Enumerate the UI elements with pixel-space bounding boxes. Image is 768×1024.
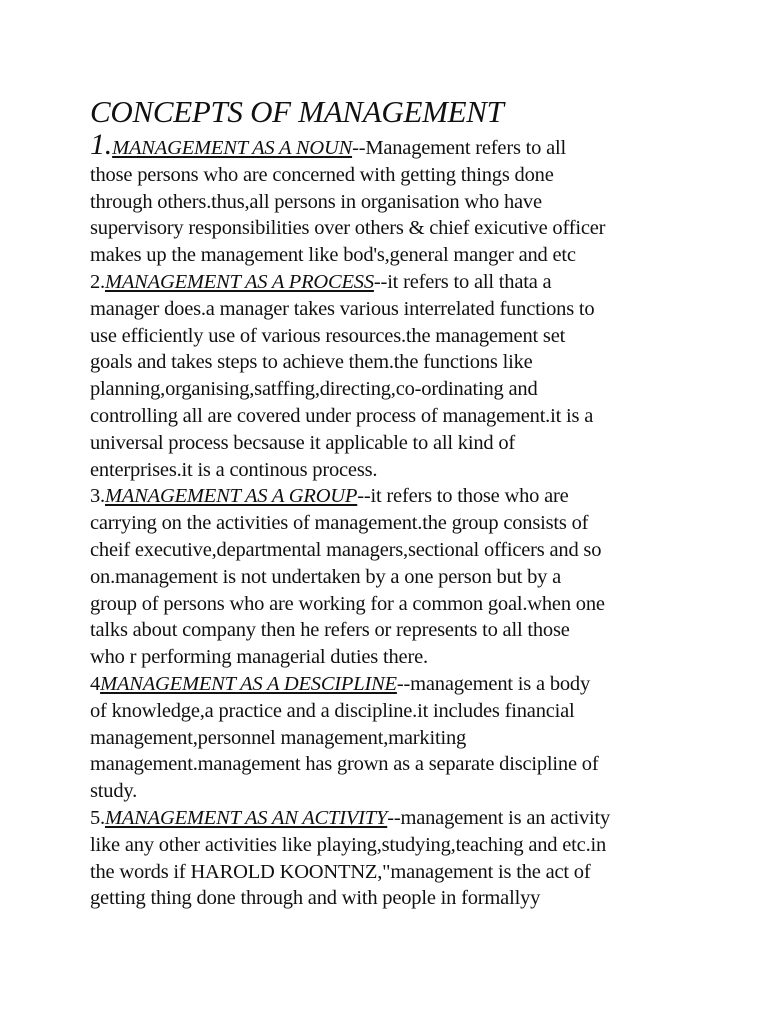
paragraph-line: makes up the management like bod's,general manger and etc <box>90 244 576 267</box>
section-heading: MANAGEMENT AS A GROUP <box>104 485 358 508</box>
section-dash: -- <box>387 806 401 829</box>
document-page <box>90 92 690 912</box>
section-number: 4 <box>90 672 101 695</box>
paragraph-line: use efficiently use of various resources.the management set <box>90 324 566 347</box>
section-number: 3. <box>90 485 105 508</box>
paragraph-line: management.management has grown as a separate discipline of <box>90 753 599 776</box>
paragraph-line: group of persons who are working for a common goal.when one <box>90 592 605 615</box>
paragraph-line: controlling all are covered under process of management.it is a <box>90 404 594 427</box>
section-management-as-discipline <box>90 671 690 805</box>
page-title: CONCEPTS OF MANAGEMENT <box>90 94 504 129</box>
paragraph-line: through others.thus,all persons in organisation who have <box>90 190 542 213</box>
section-first-line <box>90 269 690 296</box>
section-number: 1. <box>90 128 113 161</box>
paragraph-line: management is an activity <box>400 806 611 829</box>
section-management-as-group <box>90 483 690 671</box>
paragraph-line: goals and takes steps to achieve them.the functions like <box>90 351 533 374</box>
paragraph-line: manager does.a manager takes various interrelated functions to <box>90 297 595 320</box>
paragraph-line: like any other activities like playing,studying,teaching and etc.in <box>90 833 607 856</box>
paragraph-line: it refers to all thata a <box>387 270 552 293</box>
section-first-line <box>90 483 690 510</box>
section-dash: -- <box>373 270 388 293</box>
paragraph-line: on.management is not undertaken by a one person but by a <box>90 565 561 588</box>
section-first-line <box>90 128 690 162</box>
paragraph-line: those persons who are concerned with getting things done <box>90 163 554 186</box>
section-heading: MANAGEMENT AS A PROCESS <box>104 270 374 293</box>
section-heading: MANAGEMENT AS A NOUN <box>112 137 353 159</box>
paragraph-line: of knowledge,a practice and a discipline.it includes financial <box>90 699 575 722</box>
paragraph-line: Management refers to all <box>365 137 567 159</box>
section-management-as-noun <box>90 128 690 269</box>
section-number: 5. <box>90 806 105 829</box>
section-first-line <box>90 671 690 698</box>
paragraph-line: cheif executive,departmental managers,sectional officers and so <box>90 538 602 561</box>
paragraph-line: it refers to those who are <box>370 485 569 508</box>
section-first-line <box>90 805 690 832</box>
paragraph-line: supervisory responsibilities over others & chief exicutive officer <box>90 217 606 240</box>
section-dash: -- <box>352 137 366 159</box>
section-management-as-activity <box>90 805 690 912</box>
paragraph-line: getting thing done through and with people in formallyy <box>90 887 541 910</box>
document-body <box>90 128 690 912</box>
paragraph-line: carrying on the activities of management.the group consists of <box>90 512 589 535</box>
section-management-as-process <box>90 269 690 483</box>
paragraph-line: management,personnel management,markiting <box>90 726 467 749</box>
section-heading: MANAGEMENT AS AN ACTIVITY <box>104 806 388 829</box>
paragraph-line: universal process becsause it applicable to all kind of <box>90 431 516 454</box>
paragraph-line: enterprises.it is a continous process. <box>90 458 378 481</box>
section-number: 2. <box>90 270 105 293</box>
paragraph-line: who r performing managerial duties there. <box>90 646 428 669</box>
paragraph-line: talks about company then he refers or represents to all those <box>90 619 570 642</box>
section-dash: -- <box>357 485 371 508</box>
paragraph-line: planning,organising,satffing,directing,co-ordinating and <box>90 378 538 401</box>
paragraph-line: management is a body <box>410 672 591 695</box>
paragraph-line: the words if HAROLD KOONTNZ,"management is the act of <box>90 860 591 883</box>
section-heading: MANAGEMENT AS A DESCIPLINE <box>100 672 397 695</box>
paragraph-line: study. <box>90 780 138 803</box>
section-dash: -- <box>396 672 411 695</box>
